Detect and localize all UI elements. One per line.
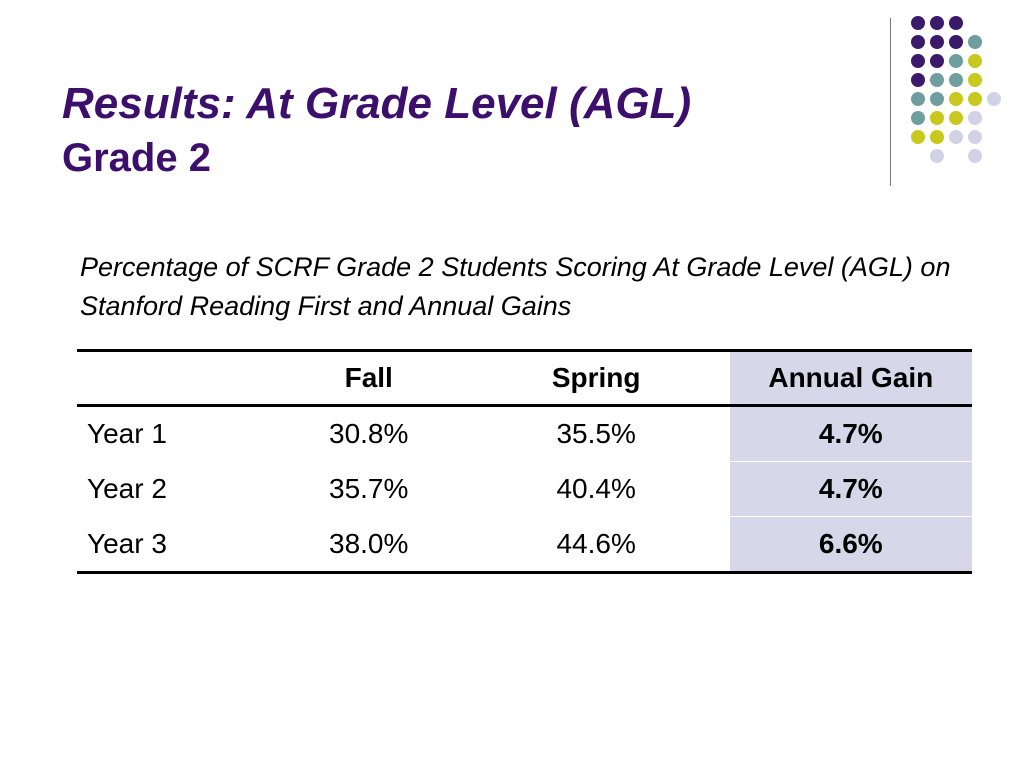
decorative-dot — [930, 35, 944, 49]
decorative-dot — [930, 54, 944, 68]
annual-gain-value: 4.7% — [730, 462, 972, 517]
decorative-dot — [911, 111, 925, 125]
decorative-dot — [949, 16, 963, 30]
decorative-dot — [930, 73, 944, 87]
header-blank — [77, 351, 275, 406]
decorative-dot — [911, 130, 925, 144]
decorative-dot — [949, 73, 963, 87]
table-row — [77, 462, 972, 517]
row-label: Year 1 — [87, 418, 167, 449]
decorative-dot — [987, 92, 1001, 106]
row-label: Year 2 — [77, 462, 275, 517]
decorative-dot — [968, 130, 982, 144]
annual-gain-value: 4.7% — [730, 406, 972, 462]
decorative-dot — [968, 149, 982, 163]
decorative-dot — [949, 130, 963, 144]
decorative-dot — [949, 111, 963, 125]
decorative-dot — [968, 92, 982, 106]
decorative-dot — [911, 16, 925, 30]
decorative-dot — [930, 92, 944, 106]
decorative-dot — [930, 130, 944, 144]
header-fall: Fall — [344, 362, 393, 393]
title-line-1: Results: At Grade Level (AGL) — [62, 79, 692, 128]
decorative-dot — [911, 54, 925, 68]
header-annual-gain: Annual Gain — [730, 351, 972, 406]
table-row — [77, 406, 972, 462]
decorative-dot — [968, 111, 982, 125]
fall-value: 35.7% — [275, 462, 463, 517]
decorative-dot — [949, 54, 963, 68]
decorative-dot — [949, 92, 963, 106]
annual-gain-value: 6.6% — [730, 517, 972, 573]
table-header-row — [77, 351, 972, 406]
decorative-dot — [911, 35, 925, 49]
table-row — [77, 517, 972, 573]
row-label: Year 3 — [77, 517, 275, 573]
decorative-dot — [968, 54, 982, 68]
decorative-dot — [911, 73, 925, 87]
fall-value: 30.8% — [329, 418, 409, 449]
spring-value: 40.4% — [463, 462, 730, 517]
decorative-dot — [930, 16, 944, 30]
decorative-dot-grid — [0, 0, 1024, 200]
decorative-dot — [911, 92, 925, 106]
decorative-dot — [930, 149, 944, 163]
decorative-dot — [949, 35, 963, 49]
decorative-dot — [968, 35, 982, 49]
spring-value: 35.5% — [556, 418, 636, 449]
fall-value: 38.0% — [275, 517, 463, 573]
spring-value: 44.6% — [463, 517, 730, 573]
decorative-dot — [930, 111, 944, 125]
header-spring: Spring — [551, 362, 641, 393]
title-line-2: Grade 2 — [62, 136, 211, 180]
table-caption: Percentage of SCRF Grade 2 Students Scoring At Grade Level (AGL) on Stanford Reading First and Annual Gains — [80, 252, 951, 321]
results-table — [77, 349, 972, 574]
decorative-dot — [968, 73, 982, 87]
